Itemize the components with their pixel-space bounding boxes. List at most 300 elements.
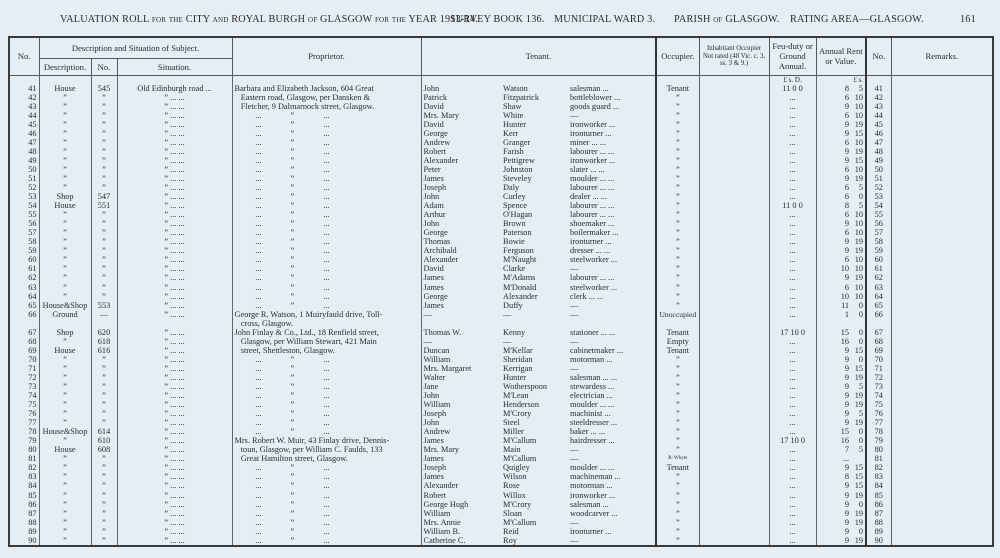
- house-number: ”: [91, 246, 117, 255]
- tenant-occupation: woodcarver ...: [570, 508, 618, 518]
- rent-pounds: 9: [844, 508, 850, 518]
- rent-shillings: 0: [858, 192, 864, 202]
- proprietor: ... ” ...: [232, 481, 421, 490]
- rent: [816, 364, 866, 373]
- tenant-occupation: stewardess ...: [570, 381, 615, 391]
- rent-pounds: 9: [844, 526, 850, 536]
- row-no-right: 80: [866, 445, 891, 454]
- description: ”: [39, 120, 91, 129]
- description: ”: [39, 219, 91, 228]
- rent-pounds: 9: [844, 409, 850, 419]
- remarks: [891, 129, 993, 138]
- rent-shillings: 10: [854, 291, 864, 301]
- rent-shillings: 0: [858, 436, 864, 446]
- feu-duty: ...: [769, 210, 816, 219]
- rent-pounds: 16: [840, 436, 850, 446]
- feu-duty: ...: [769, 165, 816, 174]
- inhabitant-occupier: [699, 264, 769, 273]
- tenant-occupation: moulder ... ...: [570, 400, 615, 410]
- inhabitant-occupier: [699, 147, 769, 156]
- occupier: ”: [656, 491, 699, 500]
- row-no-right: 79: [866, 436, 891, 445]
- tenant-occupation: dealer ... ...: [570, 192, 607, 202]
- tenant-surname: Sheridan: [503, 354, 533, 364]
- tenant-occupation: baker ... ...: [570, 427, 606, 437]
- col-situation: Situation.: [117, 58, 232, 75]
- row-no-right: 47: [866, 138, 891, 147]
- tenant-occupation: shoemaker ...: [570, 219, 615, 229]
- feu-duty: ...: [769, 481, 816, 490]
- rent: [816, 427, 866, 436]
- feu-duty: ...: [769, 111, 816, 120]
- situation: ” ... ...: [117, 409, 232, 418]
- situation: ” ... ...: [117, 129, 232, 138]
- proprietor: ... ” ...: [232, 364, 421, 373]
- rent: [816, 84, 866, 93]
- tenant-first-name: —: [423, 309, 432, 319]
- house-number: ”: [91, 391, 117, 400]
- tenant-first-name: James: [423, 173, 444, 183]
- description: ”: [39, 102, 91, 111]
- remarks: [891, 436, 993, 445]
- row-no: 52: [9, 183, 39, 192]
- house-number: 553: [91, 301, 117, 310]
- description: ”: [39, 111, 91, 120]
- proprietor: ... ” ...: [232, 418, 421, 427]
- rent-pounds: 9: [844, 128, 850, 138]
- proprietor: ... ” ...: [232, 219, 421, 228]
- rent-pounds: 9: [844, 345, 850, 355]
- tenant-first-name: John: [423, 219, 440, 229]
- tenant-occupation: —: [570, 264, 579, 274]
- tenant-occupation: machinist ...: [570, 409, 611, 419]
- remarks: [891, 400, 993, 409]
- description: House&Shop: [39, 427, 91, 436]
- rent-pounds: 9: [844, 463, 850, 473]
- table-row: [9, 147, 993, 156]
- municipal-ward: MUNICIPAL WARD 3.: [554, 14, 656, 25]
- occupier: ”: [656, 427, 699, 436]
- rent-shillings: 10: [854, 264, 864, 274]
- tenant-surname: M'Callum: [503, 517, 537, 527]
- table-row: [9, 445, 993, 454]
- table-row: [9, 102, 993, 111]
- tenant-first-name: Patrick: [423, 92, 448, 102]
- remarks: [891, 391, 993, 400]
- situation: ” ... ...: [117, 138, 232, 147]
- house-number: ”: [91, 147, 117, 156]
- description: ”: [39, 409, 91, 418]
- rent-pounds: 9: [844, 246, 850, 256]
- description: House: [39, 445, 91, 454]
- feu-duty: ...: [769, 509, 816, 518]
- proprietor: ... ” ...: [232, 391, 421, 400]
- tenant-surname: Ferguson: [503, 246, 534, 256]
- row-no: 80: [9, 445, 39, 454]
- rent-shillings: 15: [854, 345, 864, 355]
- description: ”: [39, 292, 91, 301]
- description: Ground: [39, 310, 91, 328]
- house-number: 608: [91, 445, 117, 454]
- tenant-occupation: moulder ... ...: [570, 463, 615, 473]
- occupier: ”: [656, 301, 699, 310]
- situation: ” ... ...: [117, 210, 232, 219]
- tenant-first-name: Thomas: [423, 237, 451, 247]
- inhabitant-occupier: [699, 273, 769, 282]
- row-no-right: 41: [866, 84, 891, 93]
- row-no: 87: [9, 509, 39, 518]
- feu-duty: ...: [769, 120, 816, 129]
- row-no: 85: [9, 491, 39, 500]
- col-remarks: Remarks.: [891, 37, 993, 75]
- description: ”: [39, 255, 91, 264]
- rent-shillings: 10: [854, 110, 864, 120]
- situation: ” ... ...: [117, 463, 232, 472]
- row-no: 65: [9, 301, 39, 310]
- tenant-occupation: machineman ...: [570, 472, 621, 482]
- tenant-occupation: hairdresser ...: [570, 436, 615, 446]
- rent-pounds: 9: [844, 372, 850, 382]
- row-no-right: 66: [866, 310, 891, 328]
- occupier: ”: [656, 364, 699, 373]
- description: ”: [39, 400, 91, 409]
- rent-shillings: 19: [854, 535, 864, 545]
- feu-duty: ...: [769, 273, 816, 282]
- situation: ” ... ...: [117, 301, 232, 310]
- tenant-first-name: James: [423, 436, 444, 446]
- feu-duty: 17 10 0: [769, 436, 816, 445]
- description: ”: [39, 93, 91, 102]
- rent: [816, 129, 866, 138]
- tenant-surname: Wilson: [503, 472, 527, 482]
- proprietor: ... ” ...: [232, 382, 421, 391]
- row-no: 77: [9, 418, 39, 427]
- rent-pounds: 9: [844, 354, 850, 364]
- row-no-right: 70: [866, 355, 891, 364]
- row-no: 90: [9, 536, 39, 546]
- house-number: ”: [91, 500, 117, 509]
- proprietor: ... ” ...: [232, 210, 421, 219]
- feu-duty: ...: [769, 463, 816, 472]
- situation: ” ... ...: [117, 264, 232, 273]
- table-row: [9, 527, 993, 536]
- row-no-right: 58: [866, 237, 891, 246]
- table-row: [9, 518, 993, 527]
- feu-duty: ...: [769, 536, 816, 546]
- rent: [816, 400, 866, 409]
- table-row: [9, 138, 993, 147]
- tenant-first-name: James: [423, 472, 444, 482]
- inhabitant-occupier: [699, 337, 769, 346]
- tenant-surname: Granger: [503, 137, 531, 147]
- occupier: ”: [656, 391, 699, 400]
- proprietor: ... ” ...: [232, 156, 421, 165]
- occupier: ”: [656, 255, 699, 264]
- occupier: ”: [656, 93, 699, 102]
- rent: [816, 156, 866, 165]
- house-number: 614: [91, 427, 117, 436]
- description: ”: [39, 509, 91, 518]
- proprietor: ... ” ...: [232, 355, 421, 364]
- rent-pounds: 9: [844, 381, 850, 391]
- house-number: ”: [91, 228, 117, 237]
- feu-duty: ...: [769, 246, 816, 255]
- rent-shillings: 10: [854, 101, 864, 111]
- row-no-right: 83: [866, 472, 891, 481]
- situation: ” ... ...: [117, 310, 232, 328]
- tenant-occupation: labourer ... ...: [570, 201, 615, 211]
- rent-pounds: 9: [844, 490, 850, 500]
- situation: ” ... ...: [117, 500, 232, 509]
- row-no: 61: [9, 264, 39, 273]
- rent-shillings: 19: [854, 237, 864, 247]
- tenant-occupation: motorman ...: [570, 481, 613, 491]
- tenant-first-name: Alexander: [423, 255, 459, 265]
- page-number: 161: [960, 14, 976, 25]
- description: ”: [39, 138, 91, 147]
- occupier: ”: [656, 228, 699, 237]
- table-row: [9, 84, 993, 93]
- rent-pounds: 9: [844, 101, 850, 111]
- description: ”: [39, 472, 91, 481]
- table-row: [9, 219, 993, 228]
- situation: ” ... ...: [117, 255, 232, 264]
- tenant-first-name: Joseph: [423, 463, 447, 473]
- tenant-occupation: —: [570, 535, 579, 545]
- tenant-surname: Farish: [503, 146, 524, 156]
- description: ”: [39, 183, 91, 192]
- proprietor: ... ” ...: [232, 165, 421, 174]
- row-no: 66: [9, 310, 39, 328]
- rent: [816, 500, 866, 509]
- rent: [816, 174, 866, 183]
- remarks: [891, 93, 993, 102]
- inhabitant-occupier: [699, 382, 769, 391]
- proprietor: Barbara and Elizabeth Jackson, 604 Great: [232, 84, 421, 93]
- feu-duty: ...: [769, 418, 816, 427]
- tenant-occupation: bottleblower ...: [570, 92, 621, 102]
- feu-duty: ...: [769, 255, 816, 264]
- table-row: [9, 192, 993, 201]
- tenant-first-name: William B.: [423, 526, 461, 536]
- proprietor: ... ” ...: [232, 273, 421, 282]
- situation: ” ... ...: [117, 183, 232, 192]
- rent-pounds: 8: [844, 201, 850, 211]
- rent-pounds: 10: [840, 264, 850, 274]
- tenant-surname: —: [503, 309, 512, 319]
- remarks: [891, 228, 993, 237]
- rent: [816, 328, 866, 337]
- proprietor: ... ” ...: [232, 409, 421, 418]
- rent-pounds: 9: [844, 499, 850, 509]
- tenant-surname: Paterson: [503, 228, 532, 238]
- row-no-right: 74: [866, 391, 891, 400]
- tenant-occupation: goods guard ...: [570, 101, 620, 111]
- rent: [816, 463, 866, 472]
- description: House: [39, 201, 91, 210]
- occupier: ”: [656, 509, 699, 518]
- feu-duty: ...: [769, 527, 816, 536]
- parish: PARISH of GLASGOW.: [674, 14, 780, 25]
- row-no: 54: [9, 201, 39, 210]
- situation: ” ... ...: [117, 328, 232, 337]
- tenant-occupation: salesman ...: [570, 83, 609, 93]
- row-no-right: 68: [866, 337, 891, 346]
- remarks: [891, 301, 993, 310]
- inhabitant-occupier: [699, 84, 769, 93]
- tenant-surname: O'Hagan: [503, 210, 533, 220]
- description: ”: [39, 264, 91, 273]
- proprietor: ... ” ...: [232, 283, 421, 292]
- row-no-right: 57: [866, 228, 891, 237]
- tenant-occupation: —: [570, 300, 579, 310]
- feu-duty: ...: [769, 400, 816, 409]
- house-number: ”: [91, 93, 117, 102]
- table-row: [9, 120, 993, 129]
- occupier: ”: [656, 273, 699, 282]
- rent-shillings: 19: [854, 418, 864, 428]
- col-inhabitant: Inhabitant Occupier Not rated (48 Vic. c. 3, ss. 3 & 9.): [699, 37, 769, 75]
- table-row: [9, 156, 993, 165]
- occupier: ”: [656, 111, 699, 120]
- row-no: 45: [9, 120, 39, 129]
- situation: ” ... ...: [117, 237, 232, 246]
- rent-shillings: 5: [858, 201, 864, 211]
- occupier: ”: [656, 237, 699, 246]
- rent-pounds: 9: [844, 273, 850, 283]
- situation: ” ... ...: [117, 518, 232, 527]
- rent-shillings: 15: [854, 128, 864, 138]
- row-no: 44: [9, 111, 39, 120]
- remarks: [891, 418, 993, 427]
- inhabitant-occupier: [699, 310, 769, 328]
- tenant-surname: Willox: [503, 490, 526, 500]
- occupier: ”: [656, 156, 699, 165]
- situation: ” ... ...: [117, 337, 232, 346]
- description: ”: [39, 174, 91, 183]
- rent-pounds: 6: [844, 210, 850, 220]
- remarks: [891, 237, 993, 246]
- tenant-first-name: Robert: [423, 490, 447, 500]
- occupier: ”: [656, 201, 699, 210]
- tenant-occupation: motorman ...: [570, 354, 613, 364]
- rent-shillings: 19: [854, 490, 864, 500]
- rent-pounds: 9: [844, 517, 850, 527]
- row-no: 47: [9, 138, 39, 147]
- rent-pounds: 8: [844, 472, 850, 482]
- remarks: [891, 138, 993, 147]
- rent-pounds: 9: [844, 481, 850, 491]
- rent-pounds: 6: [844, 255, 850, 265]
- rent-pounds: 1: [844, 309, 850, 319]
- roll-title: VALUATION ROLL for the CITY and ROYAL BURGH of GLASGOW for the YEAR 1913-14.: [60, 14, 478, 25]
- table-row: [9, 183, 993, 192]
- proprietor: ... ” ...: [232, 237, 421, 246]
- house-number: —: [91, 310, 117, 328]
- remarks: [891, 373, 993, 382]
- row-no-right: 77: [866, 418, 891, 427]
- tenant-surname: M'Callum: [503, 454, 537, 464]
- proprietor: ... ” ...: [232, 228, 421, 237]
- tenant-first-name: Peter: [423, 164, 441, 174]
- description: ”: [39, 165, 91, 174]
- tenant-occupation: salesman ...: [570, 499, 609, 509]
- rent-shillings: 10: [854, 255, 864, 265]
- rent-units: £ s.: [816, 75, 866, 84]
- table-row: [9, 228, 993, 237]
- inhabitant-occupier: [699, 129, 769, 138]
- proprietor: ... ” ...: [232, 246, 421, 255]
- description: ”: [39, 527, 91, 536]
- rent-shillings: 10: [854, 228, 864, 238]
- inhabitant-occupier: [699, 228, 769, 237]
- row-no-right: 61: [866, 264, 891, 273]
- table-row: [9, 210, 993, 219]
- rent-pounds: 15: [840, 327, 850, 337]
- description: House: [39, 84, 91, 93]
- row-no: 79: [9, 436, 39, 445]
- tenant-first-name: George Hugh: [423, 499, 469, 509]
- rent: [816, 147, 866, 156]
- feu-duty: ...: [769, 192, 816, 201]
- inhabitant-occupier: [699, 491, 769, 500]
- proprietor: ... ” ...: [232, 120, 421, 129]
- rent: [816, 491, 866, 500]
- rent: [816, 436, 866, 445]
- row-no-right: 85: [866, 491, 891, 500]
- inhabitant-occupier: [699, 174, 769, 183]
- row-no-right: 89: [866, 527, 891, 536]
- tenant-surname: M'Adams: [503, 273, 536, 283]
- house-number: ”: [91, 454, 117, 463]
- tenant-first-name: David: [423, 264, 444, 274]
- table-row: [9, 174, 993, 183]
- house-number: ”: [91, 382, 117, 391]
- inhabitant-occupier: [699, 436, 769, 445]
- row-no-right: 64: [866, 292, 891, 301]
- situation: ” ... ...: [117, 445, 232, 454]
- inhabitant-occupier: [699, 409, 769, 418]
- remarks: [891, 84, 993, 93]
- feu-duty: ...: [769, 373, 816, 382]
- row-no-right: 42: [866, 93, 891, 102]
- rent-shillings: 10: [854, 92, 864, 102]
- rent: [816, 391, 866, 400]
- occupier: Tenant: [656, 346, 699, 355]
- table-row: [9, 355, 993, 364]
- table-row: [9, 283, 993, 292]
- rent-shillings: 0: [858, 300, 864, 310]
- valuation-table: [8, 36, 994, 547]
- remarks: [891, 310, 993, 328]
- rent: [816, 355, 866, 364]
- tenant-occupation: —: [570, 336, 579, 346]
- description: ”: [39, 364, 91, 373]
- tenant-surname: M'Lean: [503, 391, 529, 400]
- rent-pounds: 9: [844, 173, 850, 183]
- rent: [816, 102, 866, 111]
- remarks: [891, 273, 993, 282]
- description: ”: [39, 273, 91, 282]
- feu-duty: ...: [769, 183, 816, 192]
- house-number: ”: [91, 536, 117, 546]
- row-no: 70: [9, 355, 39, 364]
- house-number: 547: [91, 192, 117, 201]
- proprietor: ... ” ...: [232, 138, 421, 147]
- row-no: 81: [9, 454, 39, 463]
- inhabitant-occupier: [699, 527, 769, 536]
- inhabitant-occupier: [699, 201, 769, 210]
